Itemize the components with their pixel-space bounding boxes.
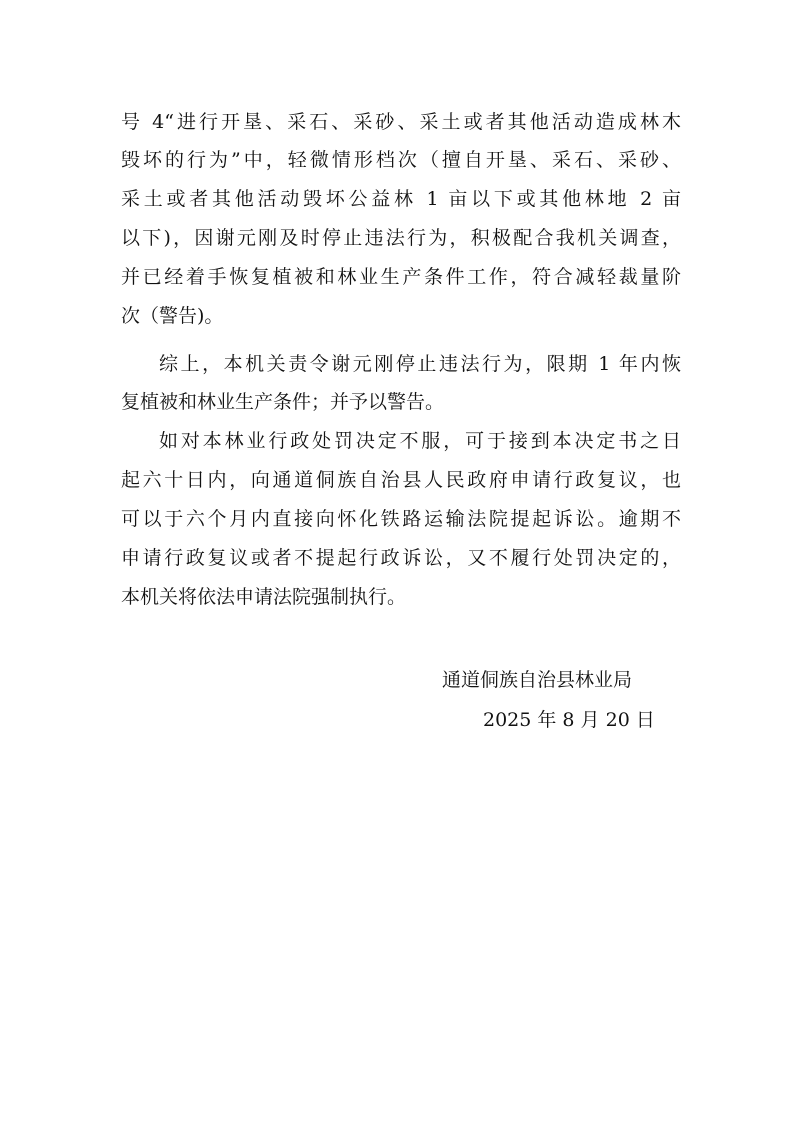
paragraph-3-line-1: 如对本林业行政处罚决定不服，可于接到本决定书之日 [159, 430, 681, 452]
paragraph-2-line-1: 综上，本机关责令谢元刚停止违法行为，限期 1 年内恢 [159, 353, 681, 375]
paragraph-2-line-2: 复植被和林业生产条件；并予以警告。 [121, 391, 445, 413]
signature-organization: 通道侗族自治县林业局 [442, 669, 633, 691]
paragraph-1-line-1: 号 4“进行开垦、采石、采砂、采土或者其他活动造成林木 [121, 111, 681, 133]
signature-date: 2025 年 8 月 20 日 [483, 709, 655, 731]
paragraph-1-line-2: 毁坏的行为”中，轻微情形档次（擅自开垦、采石、采砂、 [121, 149, 681, 171]
paragraph-1-line-3: 采土或者其他活动毁坏公益林 1 亩以下或其他林地 2 亩 [121, 188, 681, 210]
paragraph-3-line-2: 起六十日内，向通道侗族自治县人民政府申请行政复议，也 [121, 469, 681, 491]
paragraph-1-line-4: 以下)，因谢元刚及时停止违法行为，积极配合我机关调查， [121, 227, 681, 249]
paragraph-3-line-5: 本机关将依法申请法院强制执行。 [121, 586, 407, 608]
paragraph-1-line-6: 次（警告)。 [121, 305, 224, 327]
paragraph-3-line-3: 可以于六个月内直接向怀化铁路运输法院提起诉讼。逾期不 [121, 508, 681, 530]
paragraph-1-line-5: 并已经着手恢复植被和林业生产条件工作，符合减轻裁量阶 [121, 266, 681, 288]
paragraph-3-line-4: 申请行政复议或者不提起行政诉讼，又不履行处罚决定的， [121, 547, 681, 569]
